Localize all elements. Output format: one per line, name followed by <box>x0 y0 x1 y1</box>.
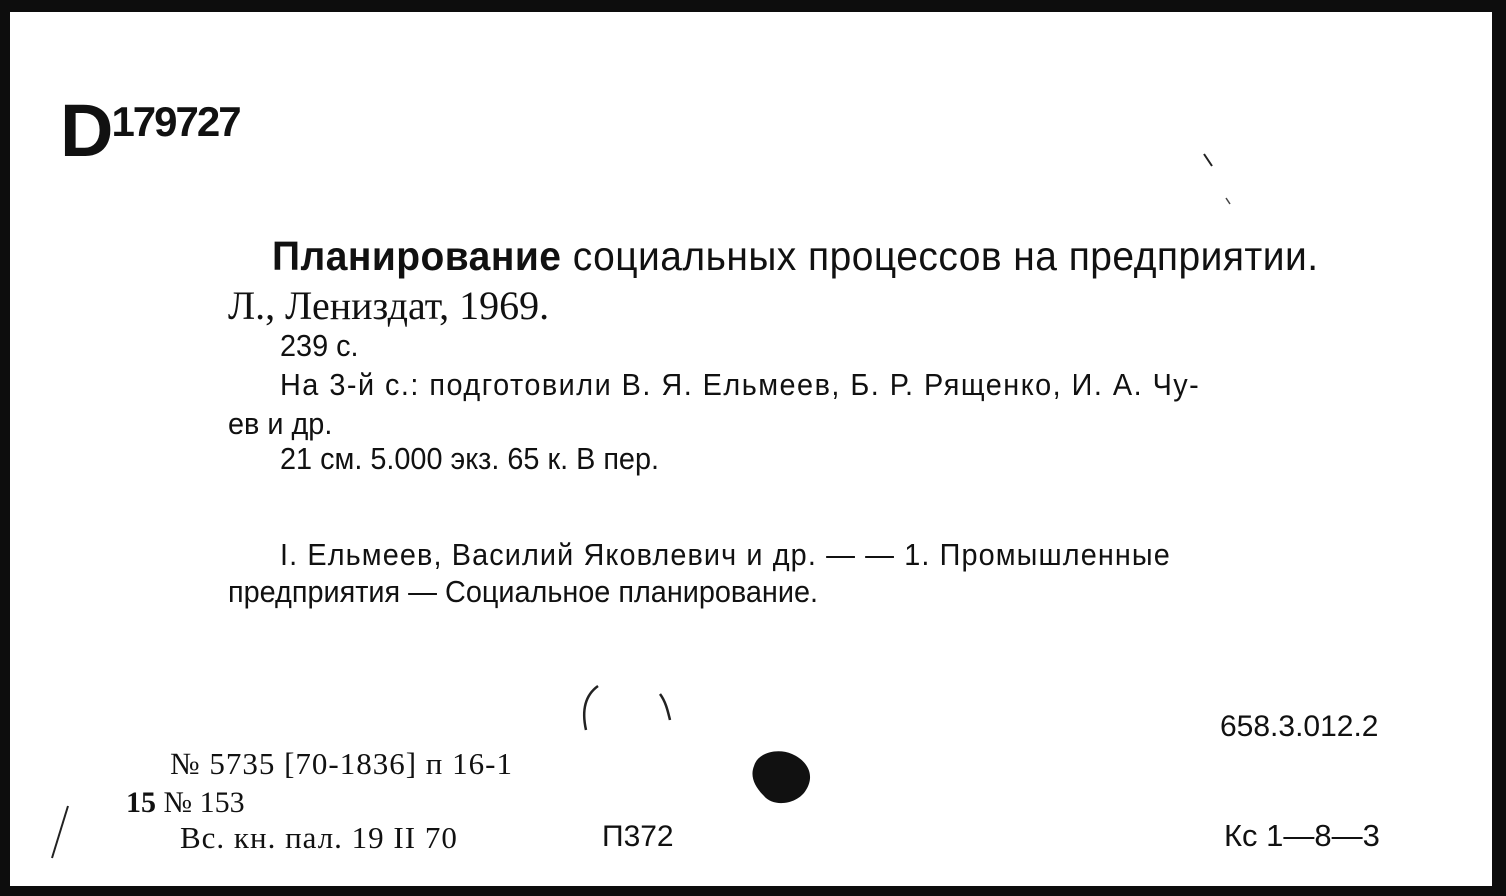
card-number-prefix: 15 <box>126 786 156 819</box>
title-main-word: Планирование <box>272 233 562 279</box>
ink-blot-mark <box>744 744 824 814</box>
kc-code: Кс 1—8—3 <box>1224 818 1380 853</box>
corner-tick <box>1200 150 1240 210</box>
p-code: П372 <box>602 820 674 853</box>
order-number: № 5735 [70-1836] п 16-1 <box>170 746 513 781</box>
book-title <box>272 233 1319 279</box>
card-code-letter: D <box>60 89 112 172</box>
paren-mark <box>570 674 690 734</box>
tracing-line-1: I. Ельмеев, Василий Яковлевич и др. — — 1. Промышленные <box>280 537 1171 572</box>
imprint: Л., Лениздат, 1969. <box>228 283 550 328</box>
card-code-number: 179727 <box>111 98 240 145</box>
margin-stroke <box>46 802 76 862</box>
format-edition-price: 21 см. 5.000 экз. 65 к. В пер. <box>280 441 660 476</box>
card-number-rest: № 153 <box>156 786 245 819</box>
card-code <box>60 89 240 172</box>
page-count: 239 с. <box>280 328 359 363</box>
tracing-line-2: предприятия — Социальное планирование. <box>228 574 819 609</box>
authors-note-line-2: ев и др. <box>228 406 333 441</box>
book-chamber-line: Вс. кн. пал. 19 II 70 <box>180 820 458 855</box>
authors-note-line-1: На 3-й с.: подготовили В. Я. Ельмеев, Б. Р. Рященко, И. А. Чу- <box>280 367 1201 402</box>
card-number <box>126 788 245 818</box>
udc-classification: 658.3.012.2 <box>1220 710 1379 743</box>
title-rest: социальных процессов на предприятии. <box>561 233 1319 279</box>
